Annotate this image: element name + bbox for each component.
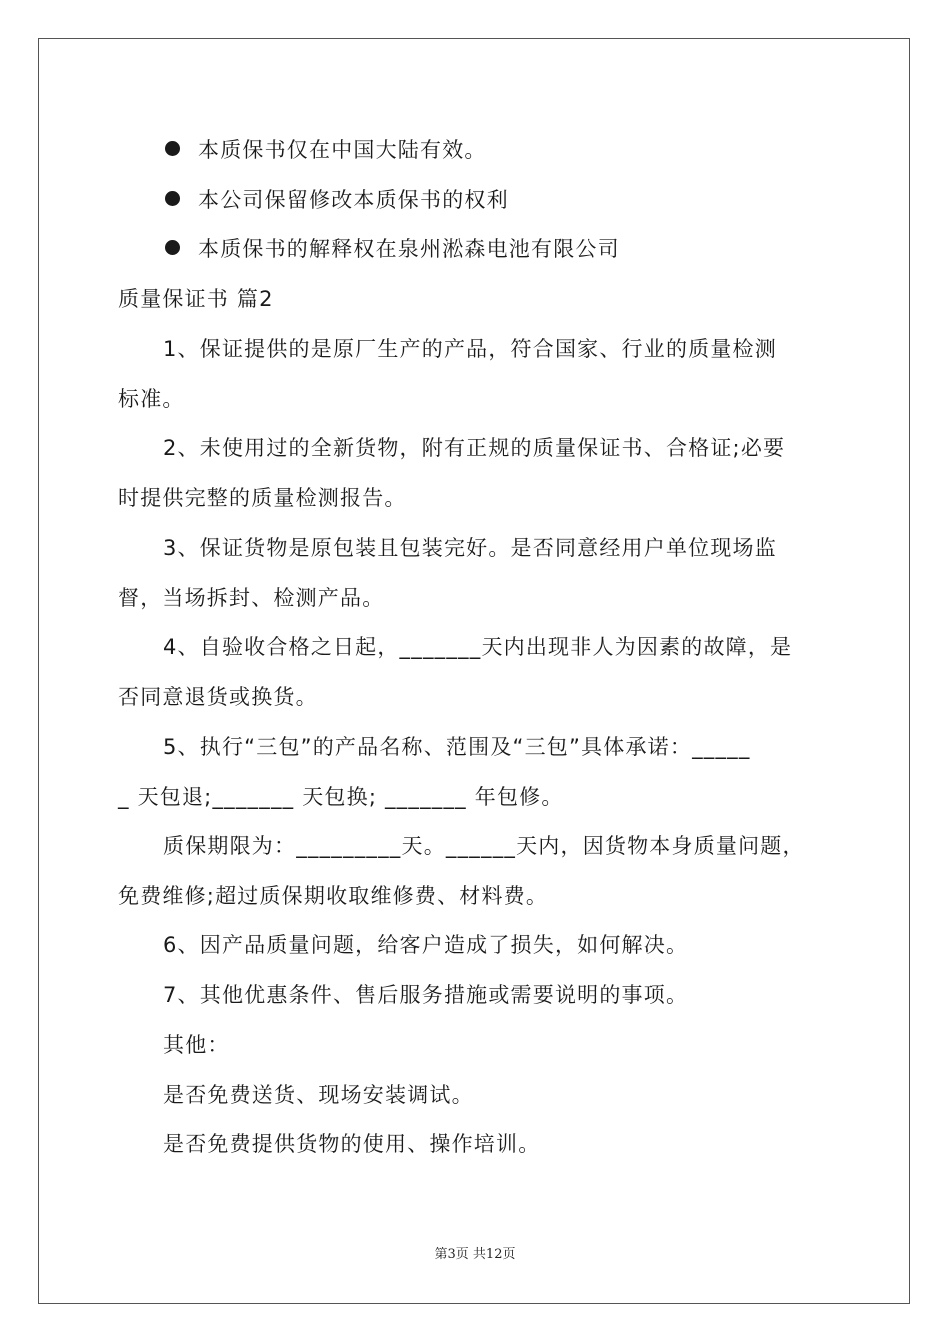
bullet-icon [165, 141, 180, 156]
paragraph-1-line-1: 1、保证提供的是原厂生产的产品，符合国家、行业的质量检测 [163, 337, 777, 361]
paragraph-8: 7、其他优惠条件、售后服务措施或需要说明的事项。 [163, 983, 689, 1007]
paragraph-6-line-1: 质保期限为：_________天。______天内，因货物本身质量问题， [163, 834, 805, 858]
bullet-text: 本质保书的解释权在泉州淞森电池有限公司 [198, 237, 620, 261]
paragraph-7: 6、因产品质量问题，给客户造成了损失，如何解决。 [163, 933, 689, 957]
paragraph-9: 其他： [163, 1033, 230, 1057]
bullet-item-1 [165, 135, 885, 165]
paragraph-11: 是否免费提供货物的使用、操作培训。 [163, 1132, 541, 1156]
paragraph-2-line-1: 2、未使用过的全新货物，附有正规的质量保证书、合格证;必要 [163, 436, 786, 460]
bullet-item-2 [165, 185, 885, 215]
paragraph-5-line-1: 5、执行“三包”的产品名称、范围及“三包”具体承诺：_____ [163, 735, 751, 759]
paragraph-4-line-1: 4、自验收合格之日起，_______天内出现非人为因素的故障，是 [163, 635, 793, 659]
page-border [38, 38, 910, 1304]
bullet-text: 本质保书仅在中国大陆有效。 [198, 138, 487, 162]
paragraph-3-line-1: 3、保证货物是原包装且包装完好。是否同意经用户单位现场监 [163, 536, 777, 560]
bullet-icon [165, 191, 180, 206]
bullet-icon [165, 240, 180, 255]
paragraph-10: 是否免费送货、现场安装调试。 [163, 1083, 474, 1107]
bullet-text: 本公司保留修改本质保书的权利 [198, 188, 509, 212]
bullet-item-3 [165, 234, 885, 264]
paragraph-1-line-2: 标准。 [118, 387, 185, 411]
paragraph-3-line-2: 督，当场拆封、检测产品。 [118, 586, 385, 610]
paragraph-6-line-2: 免费维修;超过质保期收取维修费、材料费。 [118, 884, 549, 908]
paragraph-4-line-2: 否同意退货或换货。 [118, 685, 318, 709]
page-footer: 第3页 共12页 [434, 1247, 516, 1262]
paragraph-5-line-2: _ 天包退;_______ 天包换; _______ 年包修。 [118, 785, 564, 809]
section-title: 质量保证书 篇2 [118, 287, 274, 311]
paragraph-2-line-2: 时提供完整的质量检测报告。 [118, 486, 407, 510]
